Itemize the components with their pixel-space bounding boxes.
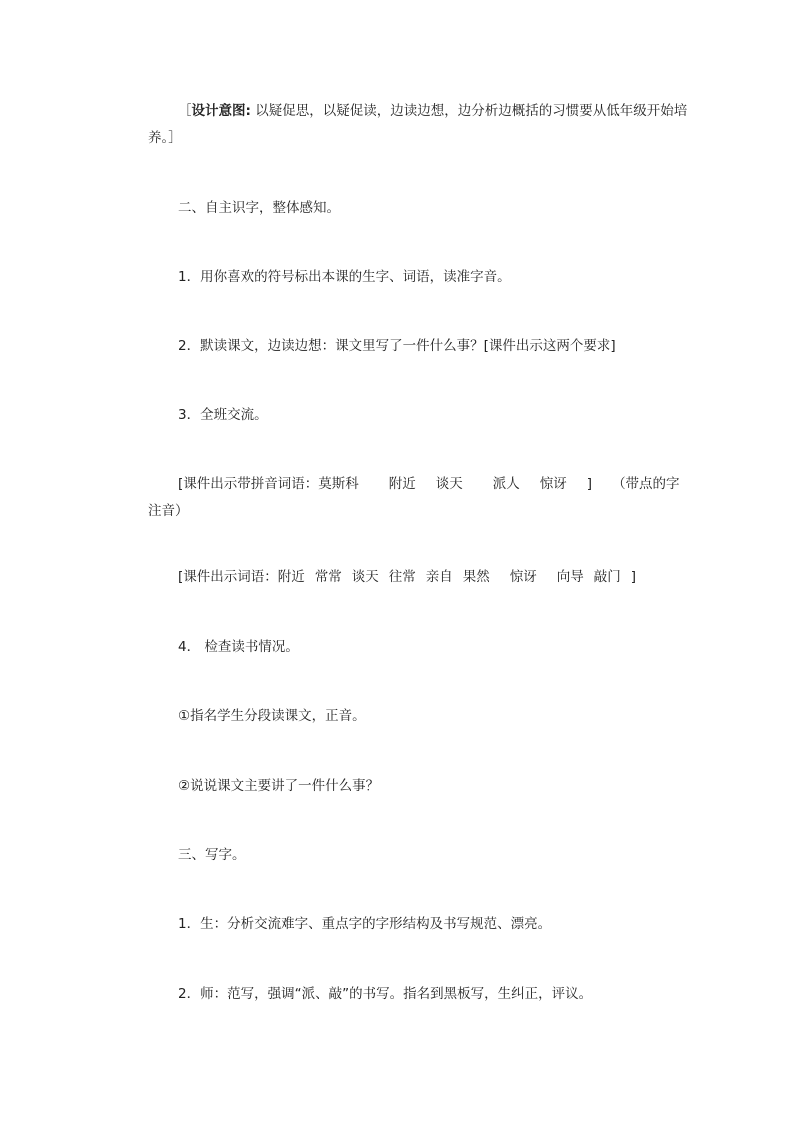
pinyin-word: 惊讶 bbox=[539, 476, 567, 492]
section-two-heading: 二、自主识字，整体感知。 bbox=[178, 200, 340, 216]
word: 往常 bbox=[388, 569, 416, 585]
pinyin-words-paragraph bbox=[148, 471, 688, 525]
item-1: 1．用你喜欢的符号标出本课的生字、词语，读准字音。 bbox=[178, 269, 511, 285]
sub-item-1: ①指名学生分段读课文，正音。 bbox=[178, 708, 366, 724]
pinyin-word: 派人 bbox=[492, 476, 520, 492]
pinyin-word: 附近 bbox=[388, 476, 416, 492]
pinyin-words-prefix: [课件出示带拼音词语： bbox=[178, 476, 319, 492]
word: 附近 bbox=[277, 569, 305, 585]
word: 向导 bbox=[556, 569, 584, 585]
pinyin-word: 莫斯科 bbox=[318, 476, 359, 492]
pinyin-words-note: （带点的字注音） bbox=[148, 476, 680, 519]
pinyin-word: 谈天 bbox=[435, 476, 463, 492]
item-4: 4． 检查读书情况。 bbox=[178, 639, 299, 655]
design-intent-text: 以疑促思，以疑促读，边读边想，边分析边概括的习惯要从低年级开始培养。］ bbox=[148, 103, 688, 146]
sub-item-2: ②说说课文主要讲了一件什么事？ bbox=[178, 778, 380, 794]
words-line-paragraph bbox=[148, 564, 688, 591]
pinyin-words-close: ] bbox=[586, 476, 593, 492]
design-intent-paragraph bbox=[148, 98, 688, 152]
word: 敲门 bbox=[593, 569, 621, 585]
section-three-heading: 三、写字。 bbox=[178, 847, 246, 863]
word: 惊讶 bbox=[509, 569, 537, 585]
word: 常常 bbox=[314, 569, 342, 585]
words-line-prefix: [课件出示词语： bbox=[178, 569, 278, 585]
write-item-1: 1．生：分析交流难字、重点字的字形结构及书写规范、漂亮。 bbox=[178, 916, 552, 932]
word: 果然 bbox=[462, 569, 490, 585]
item-3: 3．全班交流。 bbox=[178, 407, 268, 423]
words-line-close: ] bbox=[630, 569, 637, 585]
design-intent-label: 设计意图: bbox=[191, 103, 251, 119]
word: 亲自 bbox=[425, 569, 453, 585]
write-item-2: 2．师：范写，强调“派、敲”的书写。指名到黑板写，生纠正，评议。 bbox=[178, 986, 593, 1002]
word: 谈天 bbox=[351, 569, 379, 585]
item-2: 2．默读课文，边读边想：课文里写了一件什么事？[课件出示这两个要求] bbox=[178, 338, 616, 354]
design-intent-open-bracket: ［ bbox=[178, 103, 192, 119]
